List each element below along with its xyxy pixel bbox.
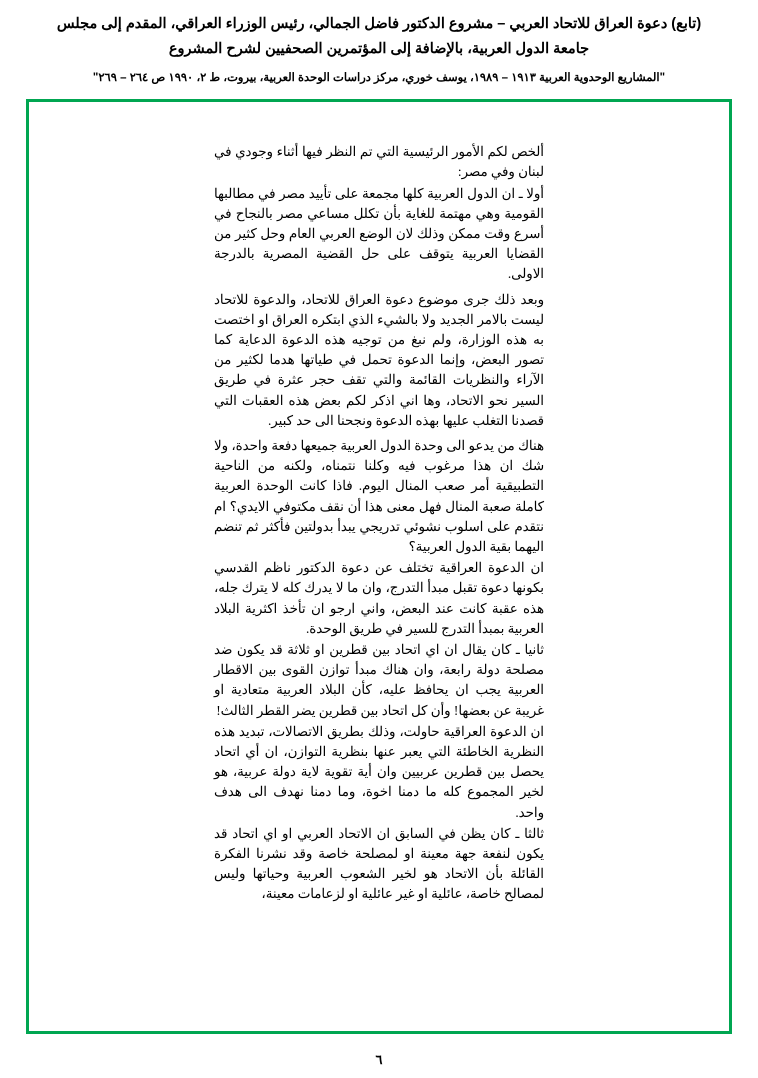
document-source-citation: "المشاريع الوحدوية العربية ١٩١٣ – ١٩٨٩، يوسف خوري، مركز دراسات الوحدة العربية، بيروت، ط ٢، ١٩٩٠ ص ٢٦٤ – ٢٦٩" — [92, 71, 666, 84]
page-number: ٦ — [375, 1052, 383, 1067]
body-text-column — [214, 142, 544, 905]
paragraph: ان الدعوة العراقية حاولت، وذلك بطريق الاتصالات، تبديد هذه النظرية الخاطئة التي يعبر عنها بنظرية التوازن، ان أي اتحاد يحصل بين قطرين عربيين وان أية تقوية لاية دولة عربية، هو لخير المجموع كله ما دمنا اخوة، وما دمنا نهدف الى هدف واحد. — [214, 723, 544, 820]
document-title: (تابع) دعوة العراق للاتحاد العربي – مشروع الدكتور فاضل الجمالي، رئيس الوزراء العراقي، المقدم إلى مجلس جامعة الدول العربية، بالإضافة إلى المؤتمرين الصحفيين لشرح المشروع — [56, 16, 702, 58]
content-frame — [26, 99, 732, 1034]
paragraph: أولا ـ ان الدول العربية كلها مجمعة على تأييد مصر في مطالبها القومية وهي مهتمة للغاية بأن تكلل مساعي مصر بالنجاح في أسرع وقت ممكن وذلك لان الوضع العربي العام وحل كثير من القضايا العربية يتوقف على حل القضية المصرية بالدرجة الاولى. — [214, 185, 544, 282]
paragraph: ثانيا ـ كان يقال ان اي اتحاد بين قطرين او ثلاثة قد يكون ضد مصلحة دولة رابعة، وان هناك مبدأ توازن القوى بين الاقطار العربية يجب ان يحافظ عليه، كأن البلاد العربية متعادية او غريبة عن بعضها! وأن كل اتحاد بين قطرين يضر القطر الثالث! — [214, 642, 544, 718]
paragraph: ان الدعوة العراقية تختلف عن دعوة الدكتور ناظم القدسي بكونها دعوة تقبل مبدأ التدرج، وان ما لا يدرك كله لا يترك جله، هذه عقبة كانت عند البعض، واني ارجو ان تأخذ اكثرية البلاد العربية بمبدأ التدرج للسير في طريق الوحدة. — [214, 560, 544, 636]
paragraph: ألخص لكم الأمور الرئيسية التي تم النظر فيها أثناء وجودي في لبنان وفي مصر: — [214, 144, 544, 180]
paragraph: هناك من يدعو الى وحدة الدول العربية جميعها دفعة واحدة، ولا شك ان هذا مرغوب فيه وكلنا نتمناه، ولكنه من الناحية التطبيقية أمر صعب المنال اليوم. فاذا كانت الوحدة العربية كاملة صعبة المنال فهل معنى هذا أن نقف مكتوفي الايدي؟ ام نتقدم على اسلوب نشوئي تدريجي يبدأ بدولتين فأكثر ثم تنضم اليهما بقية الدول العربية؟ — [214, 437, 544, 554]
paragraph: ثالثا ـ كان يظن في السابق ان الاتحاد العربي او اي اتحاد قد يكون لنفعة جهة معينة او لمصلحة خاصة وقد نشرنا الفكرة القائلة بأن الاتحاد هو لخير الشعوب العربية وحياتها وليس لمصالح خاصة، عائلية او غير عائلية او لزعامات معينة، — [214, 825, 544, 902]
page-header — [26, 12, 732, 87]
paragraph: وبعد ذلك جرى موضوع دعوة العراق للاتحاد، والدعوة للاتحاد ليست بالامر الجديد ولا بالشيء الذي ابتكره العراق او اختصت به هذه الوزارة، ولم نبغ من توجيه هذه الدعوة الدعاية كما تصور البعض، وإنما الدعوة تحمل في طياتها هدما لكثير من الآراء والنظريات القائمة والتي تقف حجر عثرة في طريق السير نحو الاتحاد، وها اني اذكر لكم بعض هذه العقبات التي قصدنا التغلب عليها بهذه الدعوة ونجحنا الى حد كبير. — [214, 291, 544, 428]
